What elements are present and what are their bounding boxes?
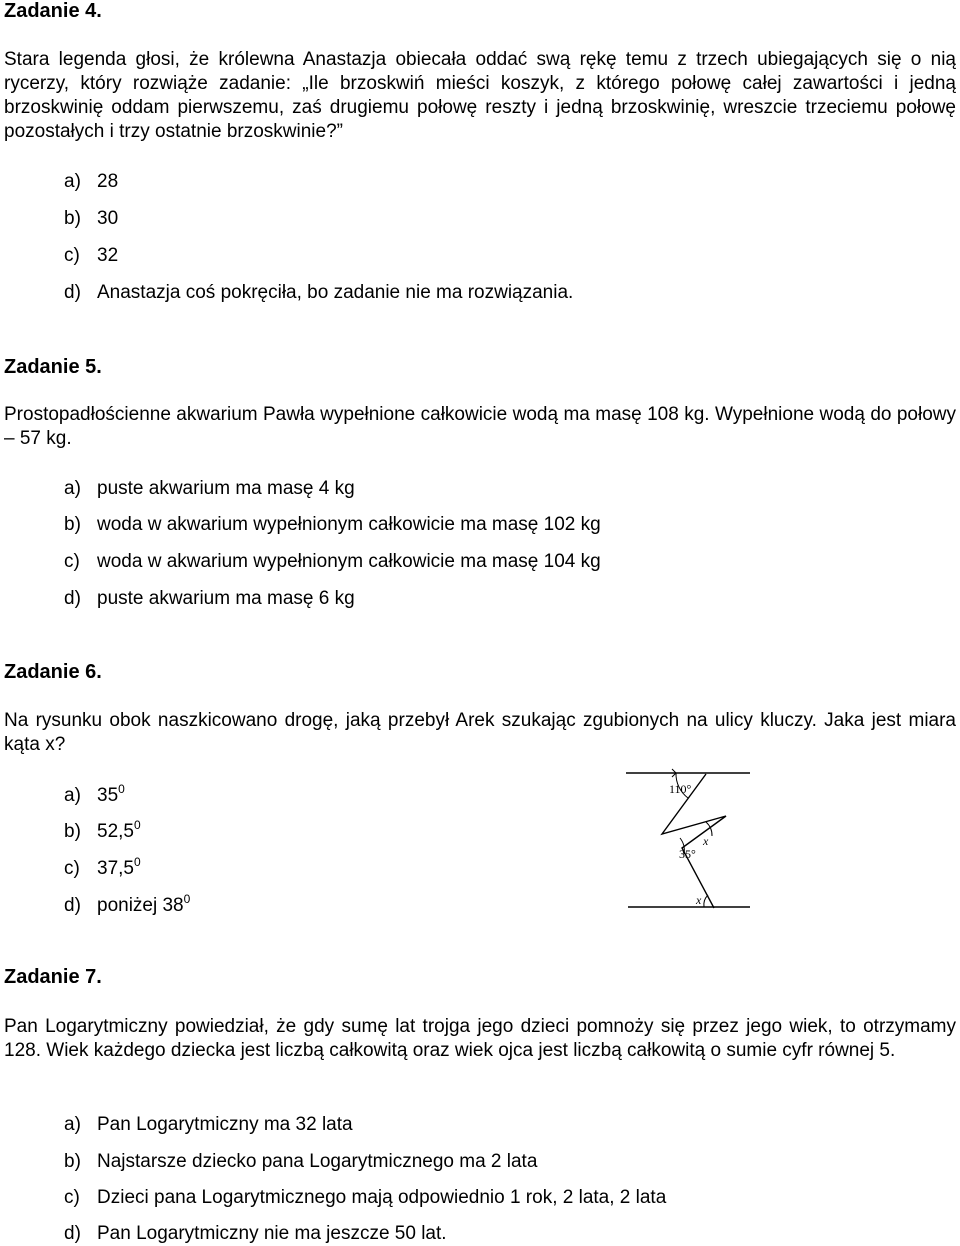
angle-label-x-bottom: x [696, 893, 702, 907]
task-7-option-a: a) Pan Logarytmiczny ma 32 lata [64, 1114, 353, 1135]
task-6-option-c: c) 37,5$^0$ [64, 855, 141, 879]
task-4-option-c: c) 32 [64, 245, 119, 266]
task-5-heading: Zadanie 5. [4, 356, 102, 378]
task-7-heading: Zadanie 7. [4, 966, 102, 988]
task-5-option-b: b) woda w akwarium wypełnionym całkowicie ma masę 102 kg [64, 514, 601, 535]
task-4-option-a: a) 28 [64, 171, 119, 192]
task-5-body: Prostopadłościenne akwarium Pawła wypełnione całkowicie wodą ma masę 108 kg. Wypełnione wodą do połowy – 57 kg. [4, 404, 956, 449]
angle-path-figure [624, 764, 752, 914]
task-4-heading: Zadanie 4. [4, 0, 102, 22]
task-7-option-c: c) Dzieci pana Logarytmicznego mają odpowiednio 1 rok, 2 lata, 2 lata [64, 1187, 667, 1208]
task-4-option-b: b) 30 [64, 208, 119, 229]
task-6-body: Na rysunku obok naszkicowano drogę, jaką przebył Arek szukając zgubionych na ulicy kluczy. Jaka jest miara kąta x? [4, 710, 956, 755]
task-5-option-d: d) puste akwarium ma masę 6 kg [64, 588, 355, 609]
task-7-body: Pan Logarytmiczny powiedział, że gdy sumę lat trojga jego dzieci pomnoży się przez jego wiek, to otrzymamy 128. Wiek każdego dziecka jest liczbą całkowitą oraz wiek ojca jest liczbą całkowitą o sumie cyfr równej 5. [4, 1016, 956, 1061]
task-5-option-a: a) puste akwarium ma masę 4 kg [64, 478, 355, 499]
task-4-option-d: d) Anastazja coś pokręciła, bo zadanie nie ma rozwiązania. [64, 282, 574, 303]
task-4-body: Stara legenda głosi, że królewna Anastazja obiecała oddać swą rękę temu z trzech ubiegających się o nią rycerzy, który rozwiąże zadanie: „Ile brzoskwiń mieści koszyk, z którego połowę całej zawartości i jedną brzoskwinię oddam pierwszemu, zaś drugiemu połowę reszty i jedną brzoskwinię, wreszcie trzeciemu połowę pozostałych i trzy ostatnie brzoskwinie?” [4, 49, 956, 142]
task-5-option-c: c) woda w akwarium wypełnionym całkowicie ma masę 104 kg [64, 551, 601, 572]
task-6-option-d: d) poniżej $38^0$ [64, 892, 191, 916]
angle-label-35: 35° [679, 847, 696, 861]
angle-label-110: 110° [669, 782, 692, 796]
task-7-option-d: d) Pan Logarytmiczny nie ma jeszcze 50 lat. [64, 1223, 447, 1244]
task-7-option-b: b) Najstarsze dziecko pana Logarytmicznego ma 2 lata [64, 1151, 538, 1172]
task-6-option-b: b) 52,5$^0$ [64, 818, 141, 842]
task-6-option-a: a) $35^0$ [64, 782, 125, 806]
task-6-heading: Zadanie 6. [4, 661, 102, 683]
angle-label-x-mid: x [703, 834, 709, 848]
